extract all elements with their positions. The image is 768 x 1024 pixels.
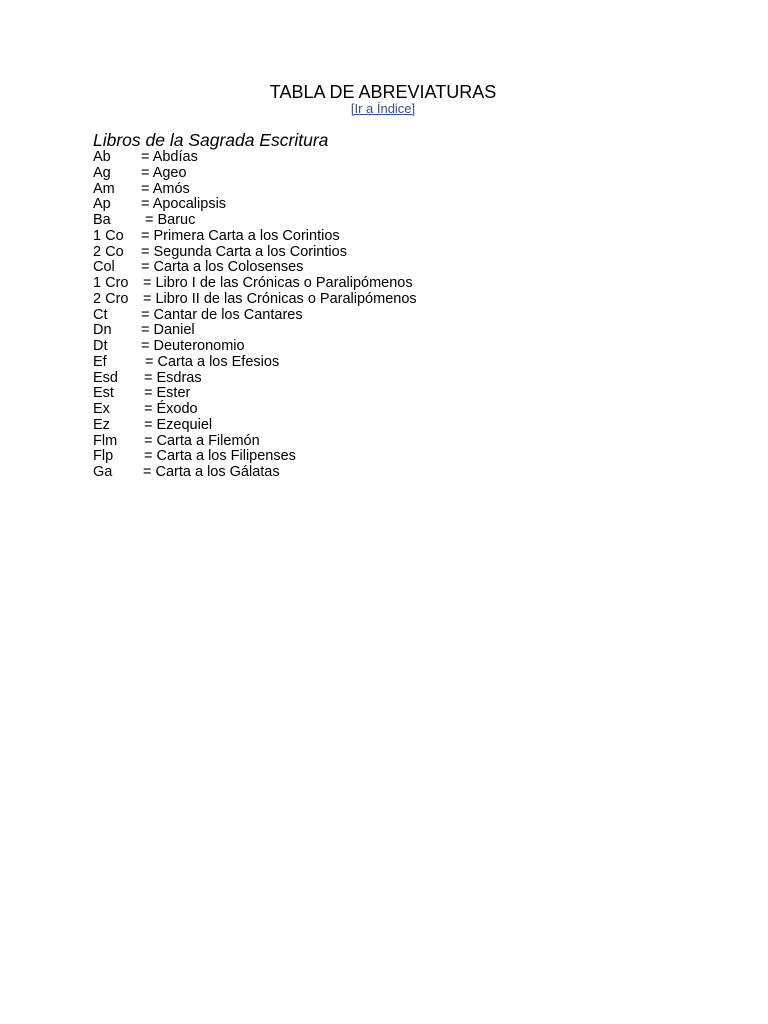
abbreviation: Ag [93,164,111,181]
abbreviation: Col [93,259,115,276]
list-item [93,259,304,276]
abbreviation: Ex [93,401,110,417]
list-item [93,416,213,434]
abbreviation-definition: = Libro II de las Crónicas o Paralipómenos [143,290,417,307]
abbreviation-definition: = Apocalipsis [141,196,227,213]
abbreviation: Ez [93,416,110,433]
list-item [93,275,413,292]
abbreviation-list [93,149,417,481]
abbreviation: Dn [93,322,112,339]
abbreviation-definition: = Carta a los Filipenses [144,448,296,465]
abbreviation-definition: = Deuteronomio [141,338,245,354]
abbreviation: Ab [93,149,111,165]
abbreviation-definition: = Libro I de las Crónicas o Paralipómenos [143,275,413,291]
abbreviation: Esd [93,369,118,386]
abbreviation-definition: = Ageo [141,164,187,181]
index-link[interactable]: [Ir a Índice] [350,101,416,116]
abbreviation-definition: = Daniel [141,322,195,339]
abbreviation: 1 Co [93,227,124,244]
abbreviation-definition: = Segunda Carta a los Corintios [141,243,347,260]
list-item [93,322,195,339]
abbreviation: 2 Co [93,243,124,260]
list-item [93,149,198,166]
list-item [93,369,202,387]
abbreviation-definition: = Primera Carta a los Corintios [141,227,340,244]
list-item [93,180,190,198]
list-item [93,464,280,481]
abbreviation-definition: = Baruc [145,212,196,228]
list-item [93,401,198,418]
list-item [93,385,191,402]
list-item [93,432,260,450]
abbreviation-definition: = Esdras [144,369,202,386]
list-item [93,338,245,355]
abbreviation: Ap [93,196,111,213]
list-item [93,212,196,229]
abbreviation: Flm [93,432,118,449]
index-link-container [0,101,766,117]
abbreviation-definition: = Éxodo [144,401,198,417]
abbreviation: Am [93,180,115,197]
abbreviation: Ba [93,212,111,228]
abbreviation: Ct [93,306,108,323]
list-item [93,306,303,324]
abbreviation-definition: = Carta a los Efesios [145,353,280,370]
abbreviation-definition: = Ezequiel [144,416,213,433]
abbreviation-definition: = Carta a Filemón [144,432,260,449]
abbreviation-definition: = Amós [141,180,190,197]
abbreviation-definition: = Carta a los Gálatas [143,464,280,480]
abbreviation-definition: = Abdías [141,149,198,165]
abbreviation: Ga [93,464,113,480]
list-item [93,243,347,261]
abbreviation-definition: = Ester [144,385,191,402]
abbreviation: Est [93,385,114,402]
abbreviation: 2 Cro [93,290,129,307]
list-item [93,164,187,182]
list-item [93,227,340,245]
list-item [93,448,296,465]
abbreviation: 1 Cro [93,275,129,291]
list-item [93,290,417,308]
abbreviation-definition: = Carta a los Colosenses [141,259,304,276]
abbreviation: Flp [93,448,114,465]
abbreviation: Ef [93,353,107,370]
list-item [93,353,280,371]
list-item [93,196,227,213]
section-heading: Libros de la Sagrada Escritura [93,130,329,150]
abbreviation: Dt [93,338,108,354]
page-title: TABLA DE ABREVIATURAS [269,82,497,102]
abbreviation-definition: = Cantar de los Cantares [141,306,303,323]
